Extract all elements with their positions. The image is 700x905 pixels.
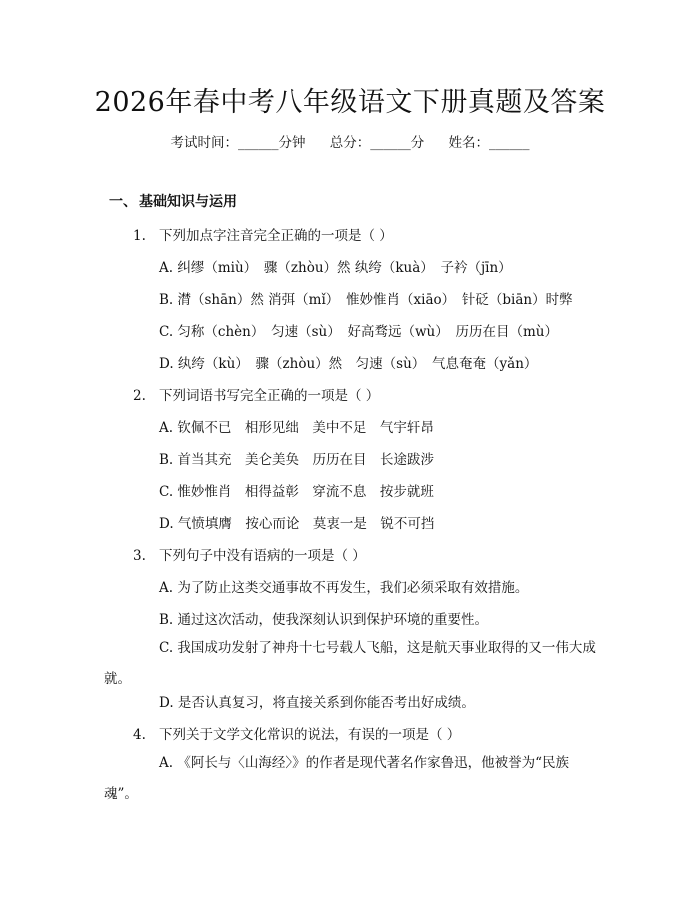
section-heading <box>109 191 237 211</box>
exam-time: 考试时间：______分钟 <box>170 135 306 151</box>
question-number: 2. <box>133 388 146 404</box>
option-1a: A. 纠缪（miù） 骤（zhòu）然 纨绔（kuà） 子衿（jīn） <box>159 260 512 276</box>
option-2c: C. 惟妙惟肖 相得益彰 穿流不息 按步就班 <box>159 484 434 500</box>
question-text: 下列句子中没有语病的一项是（ ） <box>159 548 366 564</box>
option-4a: A. 《阿长与〈山海经〉》的作者是现代著名作家鲁迅，他被誉为“民族魂”。 <box>104 755 569 802</box>
option-1b: B. 潸（shān）然 消弭（mǐ） 惟妙惟肖（xiāo） 针砭（biān）时弊 <box>159 292 573 308</box>
question-text: 下列词语书写完全正确的一项是（ ） <box>159 388 380 404</box>
option-3a: A. 为了防止这类交通事故不再发生，我们必须采取有效措施。 <box>159 580 529 596</box>
question-text: 下列关于文学文化常识的说法，有误的一项是（ ） <box>159 727 461 743</box>
option-3b: B. 通过这次活动，使我深刻认识到保护环境的重要性。 <box>159 612 489 628</box>
section-number: 一、 <box>109 194 137 210</box>
option-3c: C. 我国成功发射了神舟十七号载人飞船，这是航天事业取得的又一伟大成就。 <box>104 640 596 687</box>
question-number: 4. <box>133 727 146 743</box>
question-number: 1. <box>133 228 146 244</box>
question-1 <box>133 224 393 244</box>
section-label: 基础知识与运用 <box>139 194 237 210</box>
option-2a: A. 钦佩不已 相形见绌 美中不足 气宇轩昂 <box>159 420 434 436</box>
option-1d: D. 纨绔（kù） 骤（zhòu）然 匀速（sù） 气息奄奄（yǎn） <box>159 356 538 372</box>
question-text: 下列加点字注音完全正确的一项是（ ） <box>159 228 393 244</box>
question-number: 3. <box>133 548 146 564</box>
option-1c: C. 匀称（chèn） 匀速（sù） 好高骛远（wù） 历历在目（mù） <box>159 324 558 340</box>
student-name: 姓名：______ <box>448 135 530 151</box>
question-3 <box>133 544 366 564</box>
question-2 <box>133 384 379 404</box>
exam-meta <box>0 131 700 151</box>
question-4 <box>133 723 460 743</box>
option-3d: D. 是否认真复习，将直接关系到你能否考出好成绩。 <box>159 695 475 711</box>
option-2b: B. 首当其充 美仑美奂 历历在目 长途跋涉 <box>159 452 435 468</box>
page-title: 2026年春中考八年级语文下册真题及答案 <box>94 87 606 118</box>
total-score: 总分：______分 <box>329 135 425 151</box>
option-2d: D. 气愤填膺 按心而论 莫衷一是 锐不可挡 <box>159 516 435 532</box>
